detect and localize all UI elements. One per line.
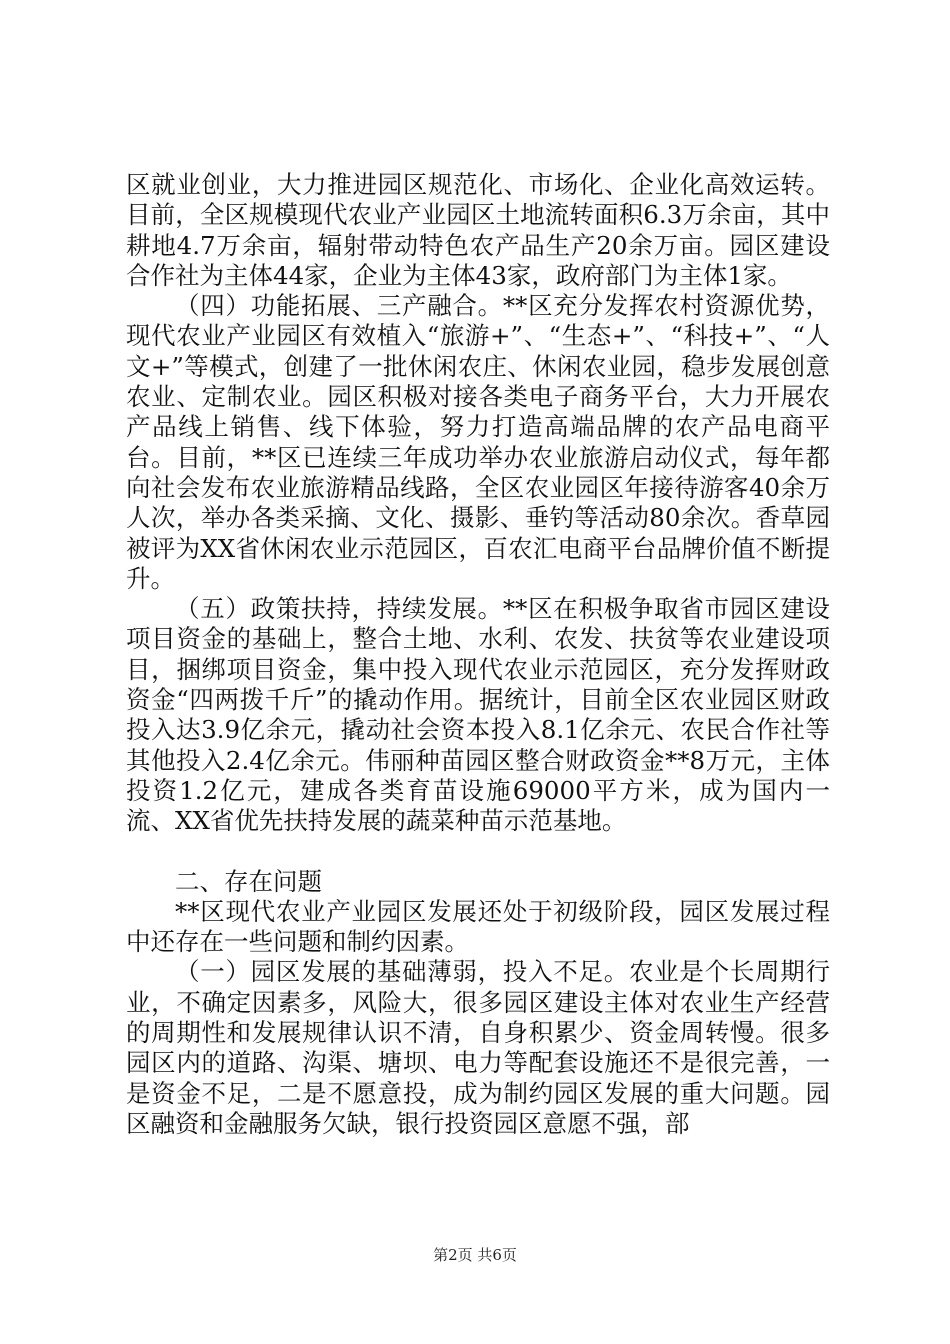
paragraph-function-expansion: （四）功能拓展、三产融合。**区充分发挥农村资源优势，现代农业产业园区有效植入“旅游+”、“生态+”、“科技+”、“人文+”等模式，创建了一批休闲农庄、休闲农业园，稳步发展创意农业、定制农业。园区积极对接各类电子商务平台，大力开展农产品线上销售、线下体验，努力打造高端品牌的农产品电商平台。目前，**区已连续三年成功举办农业旅游启动仪式，每年都向社会发布农业旅游精品线路，全区农业园区年接待游客40余万人次，举办各类采摘、文化、摄影、垂钓等活动80余次。香草园被评为XX省休闲农业示范园区，百农汇电商平台品牌价值不断提升。 xyxy=(126,291,830,593)
paragraph-policy-support: （五）政策扶持，持续发展。**区在积极争取省市园区建设项目资金的基础上，整合土地、水利、农发、扶贫等农业建设项目，捆绑项目资金，集中投入现代农业示范园区，充分发挥财政资金“四两拨千斤”的撬动作用。据统计，目前全区农业园区财政投入达3.9亿余元，撬动社会资本投入8.1亿余元、农民合作社等其他投入2.4亿余元。伟丽种苗园区整合财政资金**8万元，主体投资1.2亿元，建成各类育苗设施69000平方米，成为国内一流、XX省优先扶持发展的蔬菜种苗示范基地。 xyxy=(126,594,830,836)
document-body xyxy=(126,170,830,1139)
section-heading-existing-problems: 二、存在问题 xyxy=(175,866,322,896)
paragraph-weak-foundation: （一）园区发展的基础薄弱，投入不足。农业是个长周期行业，不确定因素多，风险大，很多园区建设主体对农业生产经营的周期性和发展规律认识不清，自身积累少、资金周转慢。很多园区内的道路、沟渠、塘坝、电力等配套设施还不是很完善，一是资金不足，二是不愿意投，成为制约园区发展的重大问题。园区融资和金融服务欠缺，银行投资园区意愿不强，部 xyxy=(126,957,830,1138)
page-number-footer: 第2页 共6页 xyxy=(433,1246,517,1264)
paragraph-problems-intro: **区现代农业产业园区发展还处于初级阶段，园区发展过程中还存在一些问题和制约因素。 xyxy=(126,896,830,957)
paragraph-employment-summary: 区就业创业，大力推进园区规范化、市场化、企业化高效运转。目前，全区规模现代农业产业园区土地流转面积6.3万余亩，其中耕地4.7万余亩，辐射带动特色农产品生产20余万亩。园区建设合作社为主体44家，企业为主体43家，政府部门为主体1家。 xyxy=(126,170,830,290)
